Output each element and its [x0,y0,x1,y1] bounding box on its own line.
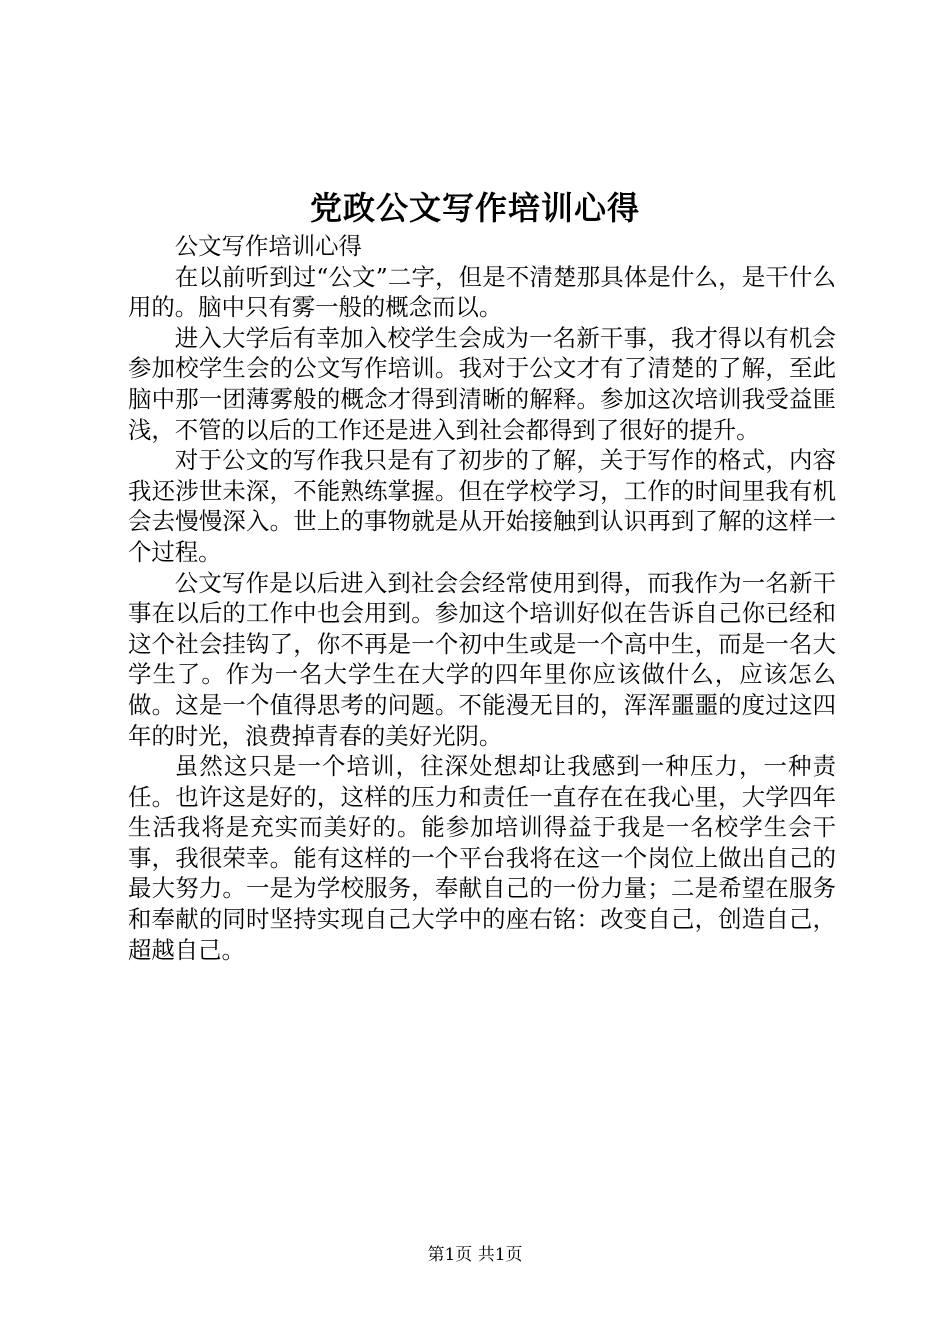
paragraph: 对于公文的写作我只是有了初步的了解，关于写作的格式，内容我还涉世未深，不能熟练掌握。但在学校学习，工作的时间里我有机会去慢慢深入。世上的事物就是从开始接触到认识再到了解的这样一个过程。 [128,446,836,566]
document-body [128,231,836,965]
paragraph: 虽然这只是一个培训，往深处想却让我感到一种压力，一种责任。也许这是好的，这样的压力和责任一直存在在我心里，大学四年生活我将是充实而美好的。能参加培训得益于我是一名校学生会干事，我很荣幸。能有这样的一个平台我将在这一个岗位上做出自己的最大努力。一是为学校服务，奉献自己的一份力量；二是希望在服务和奉献的同时坚持实现自己大学中的座右铭：改变自己，创造自己，超越自己。 [128,752,836,964]
paragraph: 进入大学后有幸加入校学生会成为一名新干事，我才得以有机会参加校学生会的公文写作培训。我对于公文才有了清楚的了解，至此脑中那一团薄雾般的概念才得到清晰的解释。参加这次培训我受益匪浅，不管的以后的工作还是进入到社会都得到了很好的提升。 [128,323,836,444]
page-number-footer: 第1页 共1页 [427,1245,523,1265]
document-title: 党政公文写作培训心得 [309,189,640,227]
paragraph: 在以前听到过“公文”二字，但是不清楚那具体是什么，是干什么用的。脑中只有雾一般的概念而以。 [128,262,836,322]
paragraph-subtitle: 公文写作培训心得 [174,232,362,260]
paragraph: 公文写作是以后进入到社会会经常使用到得，而我作为一名新干事在以后的工作中也会用到。参加这个培训好似在告诉自己你已经和这个社会挂钩了，你不再是一个初中生或是一个高中生，而是一名大学生了。作为一名大学生在大学的四年里你应该做什么，应该怎么做。这是一个值得思考的问题。不能漫无目的，浑浑噩噩的度过这四年的时光，浪费掉青春的美好光阴。 [128,568,836,750]
